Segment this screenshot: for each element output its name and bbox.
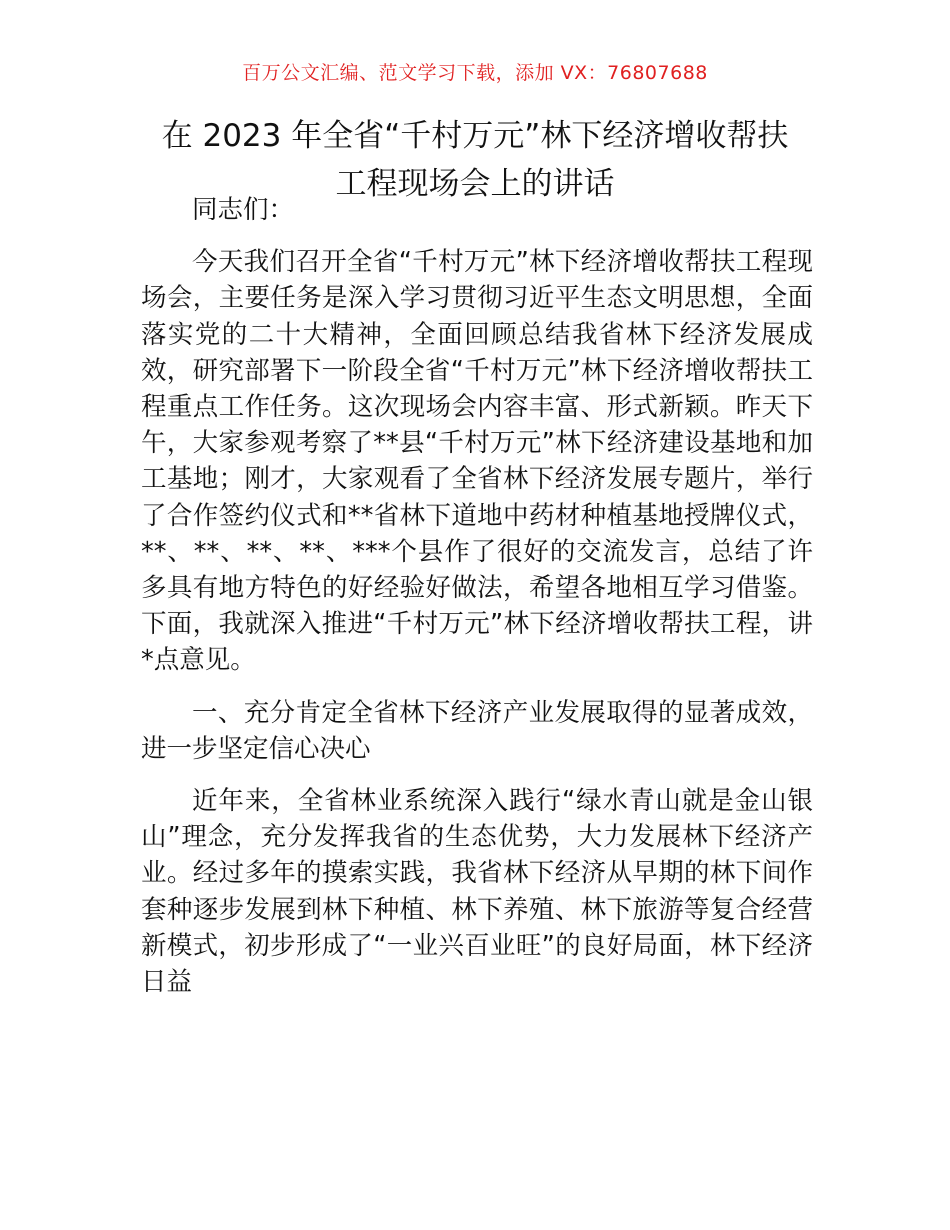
section-heading-1: 一、充分肯定全省林下经济产业发展取得的显著成效，进一步坚定信心决心 [141,697,813,764]
title-line-1: 在 2023 年全省“千村万元”林下经济增收帮扶 [161,118,789,154]
paragraph-intro: 今天我们召开全省“千村万元”林下经济增收帮扶工程现场会，主要任务是深入学习贯彻习近平生态文明思想，全面落实党的二十大精神，全面回顾总结我省林下经济发展成效，研究部署下一阶段全省“千村万元”林下经济增收帮扶工程重点工作任务。这次现场会内容丰富、形式新颖。昨天下午，大家参观考察了**县“千村万元”林下经济建设基地和加工基地；刚才，大家观看了全省林下经济发展专题片，举行了合作签约仪式和**省林下道地中药材种植基地授牌仪式，**、**、**、**、***个县作了很好的交流发言，总结了许多具有地方特色的好经验好做法，希望各地相互学习借鉴。下面，我就深入推进“千村万元”林下经济增收帮扶工程，讲*点意见。 [141,247,813,676]
watermark-banner: 百万公文汇编、范文学习下载，添加 VX：76807688 [242,62,708,84]
title-line-2: 工程现场会上的讲话 [335,166,615,202]
salutation: 同志们： [192,195,295,225]
paragraph-section-1: 近年来，全省林业系统深入践行“绿水青山就是金山银山”理念，充分发挥我省的生态优势，大力发展林下经济产业。经过多年的摸索实践，我省林下经济从早期的林下间作套种逐步发展到林下种植、林下养殖、林下旅游等复合经营新模式，初步形成了“一业兴百业旺”的良好局面，林下经济日益 [141,786,813,998]
document-body [141,192,813,1000]
